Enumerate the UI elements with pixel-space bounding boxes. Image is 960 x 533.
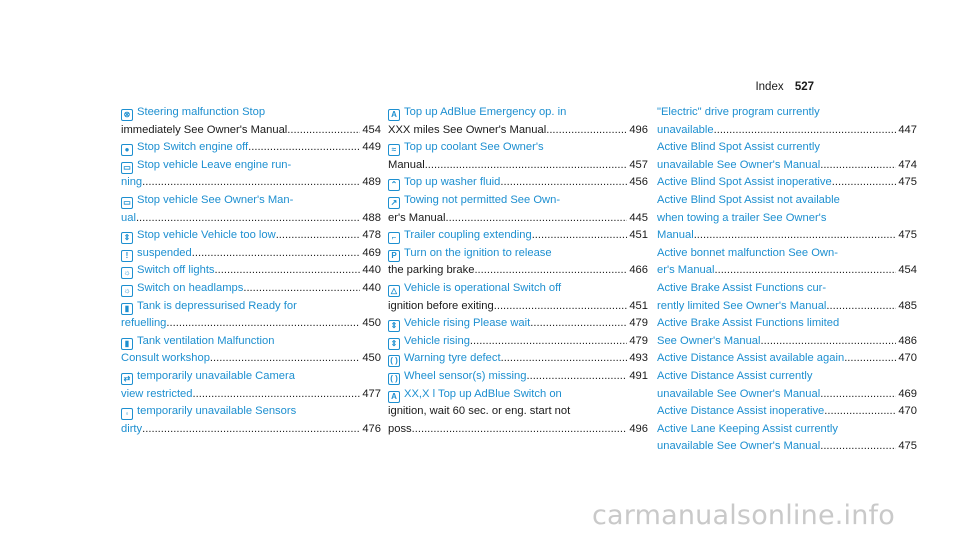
page-reference[interactable]: 470	[898, 352, 917, 365]
page-reference[interactable]: 496	[629, 123, 648, 136]
index-entry-text: ignition before exiting	[388, 299, 494, 312]
page-reference[interactable]: 496	[629, 422, 648, 435]
index-entry[interactable]	[388, 227, 648, 245]
dot-leader	[142, 174, 360, 192]
car-level-icon: ⇕	[121, 232, 133, 244]
dot-leader	[287, 122, 360, 140]
index-entry-link-text[interactable]: Top up coolant See Owner's	[404, 141, 544, 154]
index-entry-line	[657, 104, 917, 122]
index-entry-line	[388, 298, 648, 316]
index-entry-line	[121, 298, 381, 316]
dot-leader	[445, 210, 627, 228]
index-entry-link-text[interactable]: Active Distance Assist inoperative	[657, 405, 825, 418]
index-column-3	[657, 104, 917, 456]
washer-icon: ⌃	[388, 179, 400, 191]
dot-leader	[526, 368, 627, 386]
towing-icon: ↗	[388, 197, 400, 209]
index-entry[interactable]	[121, 139, 381, 157]
warning-icon: △	[388, 285, 400, 297]
index-entry-link-text[interactable]: Warning tyre defect	[404, 352, 501, 365]
index-entry[interactable]	[388, 333, 648, 351]
dot-leader	[546, 122, 627, 140]
index-entry-link-text[interactable]: Stop Switch engine off	[137, 141, 249, 154]
index-entry-line	[657, 122, 917, 140]
index-entry-line	[121, 174, 381, 192]
dot-leader	[192, 245, 361, 263]
index-entry-link-text[interactable]: Active Brake Assist Functions limited	[657, 317, 840, 330]
index-entry[interactable]	[657, 280, 917, 315]
index-entry[interactable]	[657, 104, 917, 139]
page-reference[interactable]: 451	[629, 299, 648, 312]
index-entry-line	[121, 368, 381, 386]
page-reference[interactable]: 449	[362, 141, 381, 154]
index-entry-link-text[interactable]: when towing a trailer See Owner's	[657, 211, 827, 224]
dot-leader	[832, 174, 897, 192]
page-reference[interactable]: 445	[629, 211, 648, 224]
parking-icon: P	[388, 250, 400, 262]
index-entry-link-text[interactable]: view restricted	[121, 387, 193, 400]
index-entry[interactable]	[388, 368, 648, 386]
index-entry-link-text[interactable]: Switch on headlamps	[137, 281, 244, 294]
index-entry-text: er's Manual	[388, 211, 446, 224]
index-entry-line	[388, 262, 648, 280]
index-entry[interactable]	[388, 192, 648, 227]
index-entry-link-text[interactable]: Active Distance Assist currently	[657, 369, 813, 382]
index-entry-line	[657, 403, 917, 421]
index-entry-link-text[interactable]: Tank ventilation Malfunction	[137, 334, 275, 347]
dot-leader	[142, 421, 360, 439]
trailer-icon: ⌐	[388, 232, 400, 244]
page-reference[interactable]: 469	[362, 246, 381, 259]
dot-leader	[494, 298, 628, 316]
dot-leader	[844, 350, 896, 368]
index-entry-line	[657, 386, 917, 404]
index-entry-link-text[interactable]: unavailable See Owner's Manual	[657, 158, 821, 171]
tank-icon: ▮	[121, 338, 133, 350]
index-entry-line	[388, 421, 648, 439]
page-reference[interactable]: 479	[629, 317, 648, 330]
dot-leader	[470, 333, 627, 351]
index-entry[interactable]	[121, 280, 381, 298]
index-entry-line	[388, 174, 648, 192]
engine-stop-icon: ●	[121, 144, 133, 156]
index-entry-link-text[interactable]: Turn on the ignition to release	[404, 246, 552, 259]
index-entry-line	[121, 280, 381, 298]
index-entry-line	[388, 139, 648, 157]
page-reference[interactable]: 454	[362, 123, 381, 136]
dot-leader	[248, 139, 360, 157]
page-reference[interactable]: 475	[898, 229, 917, 242]
adblue-icon: A	[388, 391, 400, 403]
index-entry-link-text[interactable]: "Electric" drive program currently	[657, 106, 820, 118]
index-entry-line	[121, 333, 381, 351]
index-entry-line	[388, 104, 648, 122]
index-entry-link-text[interactable]: Wheel sensor(s) missing	[404, 369, 527, 382]
index-entry[interactable]	[657, 421, 917, 456]
index-entry-line	[657, 315, 917, 333]
index-entry-line	[121, 157, 381, 175]
dot-leader	[820, 438, 896, 456]
index-entry-link-text[interactable]: Stop vehicle Leave engine run-	[137, 158, 292, 171]
index-entry[interactable]	[388, 139, 648, 174]
index-entry[interactable]	[657, 315, 917, 350]
index-entry[interactable]	[121, 104, 381, 139]
dot-leader	[215, 262, 361, 280]
page-reference[interactable]: 470	[898, 405, 917, 418]
index-entry-link-text[interactable]: XX,X l Top up AdBlue Switch on	[404, 387, 562, 400]
index-entry-link-text[interactable]: temporarily unavailable Camera	[137, 369, 295, 382]
index-entry-link-text[interactable]: er's Manual	[657, 264, 715, 277]
index-entry-line	[657, 280, 917, 298]
dot-leader	[243, 280, 360, 298]
index-entry-link-text[interactable]: Active Distance Assist available again	[657, 352, 845, 365]
index-entry-line	[657, 245, 917, 263]
dot-leader	[826, 298, 896, 316]
header-page-number: 527	[794, 81, 814, 93]
index-entry-link-text[interactable]: unavailable See Owner's Manual	[657, 387, 821, 400]
index-entry-line	[388, 386, 648, 404]
index-entry-line	[121, 350, 381, 368]
index-entry-link-text[interactable]: suspended	[137, 246, 192, 259]
page-reference[interactable]: 450	[362, 317, 381, 330]
page-reference[interactable]: 450	[362, 352, 381, 365]
index-entry-line	[388, 122, 648, 140]
dot-leader	[474, 262, 627, 280]
index-entry-link-text[interactable]: Switch off lights	[137, 264, 215, 277]
index-entry[interactable]	[657, 192, 917, 245]
index-entry[interactable]	[388, 386, 648, 439]
index-entry-text: ignition, wait 60 sec. or eng. start not	[388, 405, 571, 418]
index-entry-link-text[interactable]: Manual	[657, 229, 694, 242]
index-column-1	[121, 104, 381, 438]
page-reference[interactable]: 476	[362, 422, 381, 435]
dot-leader	[166, 315, 360, 333]
index-entry-link-text[interactable]: Steering malfunction Stop	[137, 106, 266, 118]
dot-leader	[500, 174, 627, 192]
index-entry-line	[657, 298, 917, 316]
index-entry-link-text[interactable]: refuelling	[121, 317, 167, 330]
index-entry[interactable]	[657, 139, 917, 174]
index-entry-line	[121, 386, 381, 404]
page-reference[interactable]: 493	[629, 352, 648, 365]
index-entry[interactable]	[657, 403, 917, 421]
tank-icon: ▮	[121, 303, 133, 315]
tyre-icon: ( )	[388, 355, 400, 367]
index-entry-link-text[interactable]: unavailable	[657, 123, 714, 136]
dot-leader	[193, 386, 361, 404]
index-entry-line	[121, 139, 381, 157]
index-entry-line	[388, 350, 648, 368]
index-entry-line	[121, 227, 381, 245]
steering-icon: ⊗	[121, 109, 133, 121]
index-entry-link-text[interactable]: dirty	[121, 422, 143, 435]
index-entry-line	[121, 262, 381, 280]
index-entry-link-text[interactable]: temporarily unavailable Sensors	[137, 405, 297, 418]
index-entry[interactable]	[121, 368, 381, 403]
index-entry[interactable]	[388, 245, 648, 280]
index-entry-link-text[interactable]: Consult workshop	[121, 352, 210, 365]
index-entry-line	[121, 245, 381, 263]
dot-leader	[501, 350, 628, 368]
index-entry-link-text[interactable]: Stop vehicle Vehicle too low	[137, 229, 276, 242]
page-reference[interactable]: 475	[898, 440, 917, 453]
tyre-icon: ( )	[388, 373, 400, 385]
index-entry[interactable]	[388, 350, 648, 368]
index-entry[interactable]	[388, 315, 648, 333]
index-entry[interactable]	[121, 333, 381, 368]
index-entry-link-text[interactable]: Trailer coupling extending	[404, 229, 532, 242]
index-entry[interactable]	[121, 245, 381, 263]
page-reference[interactable]: 457	[629, 158, 648, 171]
dot-leader	[714, 262, 896, 280]
index-entry-link-text[interactable]: Vehicle is operational Switch off	[404, 281, 562, 294]
index-entry-text: the parking brake	[388, 264, 475, 277]
dot-leader	[694, 227, 897, 245]
car-alert-icon: !	[121, 250, 133, 262]
index-entry-link-text[interactable]: unavailable See Owner's Manual	[657, 440, 821, 453]
index-entry[interactable]	[121, 157, 381, 192]
dot-leader	[415, 421, 628, 439]
page-reference[interactable]: 478	[362, 229, 381, 242]
index-entry-line	[388, 192, 648, 210]
page-reference[interactable]: 479	[629, 334, 648, 347]
dot-leader	[136, 210, 360, 228]
index-entry-link-text[interactable]: ning	[121, 176, 143, 189]
vehicle-icon: ▭	[121, 197, 133, 209]
page-reference[interactable]: 486	[898, 334, 917, 347]
index-entry-link-text[interactable]: Stop vehicle See Owner's Man-	[137, 193, 294, 206]
index-entry-line	[121, 122, 381, 140]
vehicle-icon: ▭	[121, 162, 133, 174]
car-level-icon: ⇕	[388, 338, 400, 350]
page-reference[interactable]: 489	[362, 176, 381, 189]
page-reference[interactable]: 451	[629, 229, 648, 242]
index-entry-line	[121, 104, 381, 122]
index-entry[interactable]	[657, 245, 917, 280]
index-entry-link-text[interactable]: See Owner's Manual	[657, 334, 761, 347]
page-header	[755, 81, 814, 93]
index-entry-link-text[interactable]: ual	[121, 211, 136, 224]
index-entry-line	[121, 210, 381, 228]
dot-leader	[276, 227, 361, 245]
dot-leader	[824, 403, 896, 421]
coolant-icon: ≈	[388, 144, 400, 156]
index-entry-link-text[interactable]: Active Blind Spot Assist inoperative	[657, 176, 832, 189]
index-entry[interactable]	[121, 403, 381, 438]
index-entry-link-text[interactable]: Active Blind Spot Assist not available	[657, 193, 840, 206]
index-entry-link-text[interactable]: Active Blind Spot Assist currently	[657, 141, 820, 154]
index-entry-link-text[interactable]: Active Brake Assist Functions cur-	[657, 281, 827, 294]
index-entry-link-text[interactable]: Vehicle rising Please wait	[404, 317, 531, 330]
page-reference[interactable]: 454	[898, 264, 917, 277]
index-entry-line	[388, 227, 648, 245]
index-entry-line	[657, 174, 917, 192]
index-entry-line	[657, 438, 917, 456]
index-entry-line	[388, 403, 648, 421]
index-entry[interactable]	[121, 192, 381, 227]
page-reference[interactable]: 469	[898, 387, 917, 400]
page-reference[interactable]: 440	[362, 281, 381, 294]
page-reference[interactable]: 488	[362, 211, 381, 224]
dot-leader	[425, 157, 628, 175]
index-entry-link-text[interactable]: Tank is depressurised Ready for	[137, 299, 297, 312]
dot-leader	[714, 122, 897, 140]
index-entry-line	[657, 333, 917, 351]
index-entry-link-text[interactable]: Vehicle rising	[404, 334, 470, 347]
dot-leader	[530, 315, 627, 333]
index-entry-line	[121, 403, 381, 421]
page-reference[interactable]: 485	[898, 299, 917, 312]
light-icon: ☼	[121, 267, 133, 279]
index-entry-link-text[interactable]: Active bonnet malfunction See Own-	[657, 246, 838, 259]
page-reference[interactable]: 475	[898, 176, 917, 189]
page-reference[interactable]: 466	[629, 264, 648, 277]
index-entry[interactable]	[657, 174, 917, 192]
index-entry-line	[388, 315, 648, 333]
index-entry-line	[388, 157, 648, 175]
sensor-icon: ◦	[121, 408, 133, 420]
index-entry[interactable]	[388, 174, 648, 192]
dot-leader	[532, 227, 628, 245]
index-entry-line	[657, 157, 917, 175]
index-entry-line	[388, 210, 648, 228]
watermark: carmanualsonline.info	[592, 500, 895, 531]
index-entry-text: Manual	[388, 158, 425, 171]
index-entry-line	[657, 210, 917, 228]
index-entry-line	[388, 280, 648, 298]
index-entry-line	[657, 368, 917, 386]
index-entry-text: poss.	[388, 422, 415, 435]
index-entry-link-text[interactable]: Top up AdBlue Emergency op. in	[404, 106, 567, 118]
page-reference[interactable]: 477	[362, 387, 381, 400]
index-entry-text: XXX miles See Owner's Manual	[388, 123, 547, 136]
index-entry-line	[388, 333, 648, 351]
index-entry[interactable]	[388, 104, 648, 139]
dot-leader	[761, 333, 897, 351]
camera-icon: ⇄	[121, 373, 133, 385]
index-entry-line	[388, 368, 648, 386]
page-reference[interactable]: 456	[629, 176, 648, 189]
page-reference[interactable]: 474	[898, 158, 917, 171]
index-entry-line	[388, 245, 648, 263]
page-reference[interactable]: 440	[362, 264, 381, 277]
index-column-2	[388, 104, 648, 438]
index-entry-line	[657, 262, 917, 280]
index-entry[interactable]	[657, 350, 917, 368]
adblue-icon: A	[388, 109, 400, 121]
index-entry[interactable]	[388, 280, 648, 315]
index-entry-link-text[interactable]: rently limited See Owner's Manual	[657, 299, 827, 312]
dot-leader	[820, 386, 896, 404]
index-entry-line	[121, 315, 381, 333]
page-reference[interactable]: 447	[898, 123, 917, 136]
header-label: Index	[755, 81, 784, 93]
index-entry[interactable]	[121, 227, 381, 245]
index-entry-text: immediately See Owner's Manual	[121, 123, 288, 136]
index-entry-line	[657, 192, 917, 210]
car-level-icon: ⇕	[388, 320, 400, 332]
index-entry[interactable]	[121, 298, 381, 333]
dot-leader	[820, 157, 896, 175]
index-entry-link-text[interactable]: Active Lane Keeping Assist currently	[657, 422, 838, 435]
index-entry-line	[657, 350, 917, 368]
index-entry[interactable]	[121, 262, 381, 280]
index-entry-line	[121, 192, 381, 210]
index-entry-line	[657, 227, 917, 245]
light-icon: ☼	[121, 285, 133, 297]
dot-leader	[210, 350, 360, 368]
index-entry-line	[121, 421, 381, 439]
index-entry-link-text[interactable]: Top up washer fluid	[404, 176, 501, 189]
index-entry[interactable]	[657, 368, 917, 403]
index-entry-line	[657, 139, 917, 157]
index-entry-link-text[interactable]: Towing not permitted See Own-	[404, 193, 561, 206]
page-reference[interactable]: 491	[629, 369, 648, 382]
index-entry-line	[657, 421, 917, 439]
